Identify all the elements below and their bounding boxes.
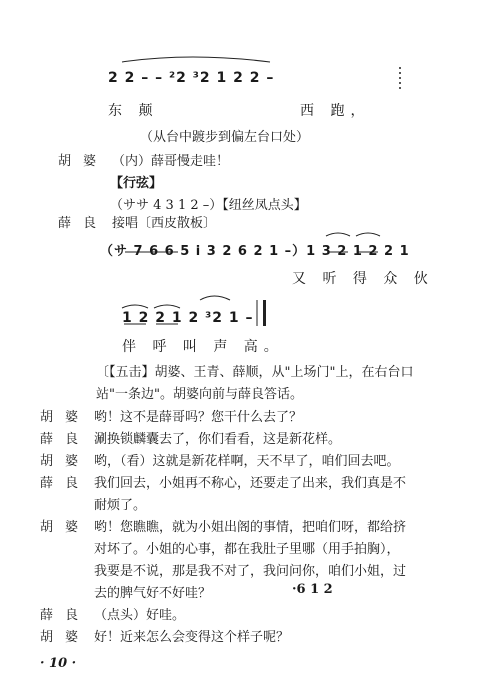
percussion-line: （ササ 4 3 1 2 –）【纽丝凤点头】	[110, 198, 307, 213]
dialogue-line: 去的脾气好不好哇？	[94, 586, 212, 601]
stray-mark: ·6 1 2	[292, 582, 333, 597]
slur-arc	[122, 57, 270, 62]
dialogue-line: 哟！您瞧瞧，就为小姐出阁的事情，把咱们呀，都给挤	[94, 520, 407, 535]
slur-arc	[356, 233, 380, 236]
dialogue-line: 我们回去，小姐再不称心，还要走了出来，我们真是不	[94, 476, 407, 491]
dialogue-line: 我要是不说，那是我不对了，我问问你，咱们小姐，过	[94, 564, 407, 579]
speaker-label: 薛良	[40, 476, 91, 491]
aria-label: 接唱〔西皮散板〕	[112, 216, 217, 231]
dialogue-line: 好！近来怎么会变得这个样子呢？	[94, 630, 290, 645]
dialogue-line: （点头）好哇。	[94, 608, 186, 623]
score1-lyric-left: 东 颠	[108, 103, 159, 119]
stage-direction: 〔【五击】胡婆、王青、薛顺，从"上场门"上，在右台口站"一条边"。胡婆向前与薛良答话。	[96, 365, 414, 402]
score2-lyric: 又 听 得 众 伙	[292, 271, 434, 287]
slur-arc	[122, 305, 148, 308]
speaker-label: 胡婆	[40, 454, 91, 469]
dialogue-line: 哟，（看）这就是新花样啊，天不早了，咱们回去吧。	[94, 454, 400, 469]
speaker-label: 薛良	[40, 608, 91, 623]
dotted-barline	[399, 67, 401, 89]
slur-arc	[326, 233, 350, 236]
stage-note-1: （从台中踱步到偏左台口处）	[140, 130, 310, 145]
speaker-label: 薛良	[40, 432, 91, 447]
score2-notes: （サ 7 6 6 5 i 3 2 6 2 1 –）1 3 2 1 2 2 1	[100, 244, 410, 259]
speaker-label: 薛良	[58, 216, 109, 231]
page-number: · 10 ·	[40, 656, 77, 671]
score3-notes: 1 2 2 1 2 ³2 1 –	[122, 310, 254, 326]
xingxian-label: 【行弦】	[110, 176, 163, 191]
speaker-label: 胡婆	[40, 410, 91, 425]
score1-lyric-right: 西 跑，	[300, 103, 371, 119]
speaker-label: 胡婆	[40, 630, 91, 645]
dialogue-line: 哟！这不是薛哥吗？您干什么去了？	[94, 410, 303, 425]
dialogue-line: 耐烦了。	[94, 498, 147, 513]
dialogue-text: （内）薛哥慢走哇！	[112, 154, 230, 169]
dialogue-line: 对坏了。小姐的心事，都在我肚子里哪（用手拍胸），	[94, 542, 400, 557]
speaker-label: 胡婆	[40, 520, 91, 535]
speaker-label: 胡婆	[58, 154, 109, 169]
slur-arc	[200, 296, 230, 300]
slur-arc	[154, 305, 180, 308]
final-barline	[263, 300, 266, 326]
score3-lyric: 伴 呼 叫 声 高。	[122, 339, 284, 355]
dialogue-line: 涮换锁麟囊去了，你们看看，这是新花样。	[94, 432, 342, 447]
score1-notes: 2 2 – – ²2 ³2 1 2 2 –	[108, 70, 275, 86]
